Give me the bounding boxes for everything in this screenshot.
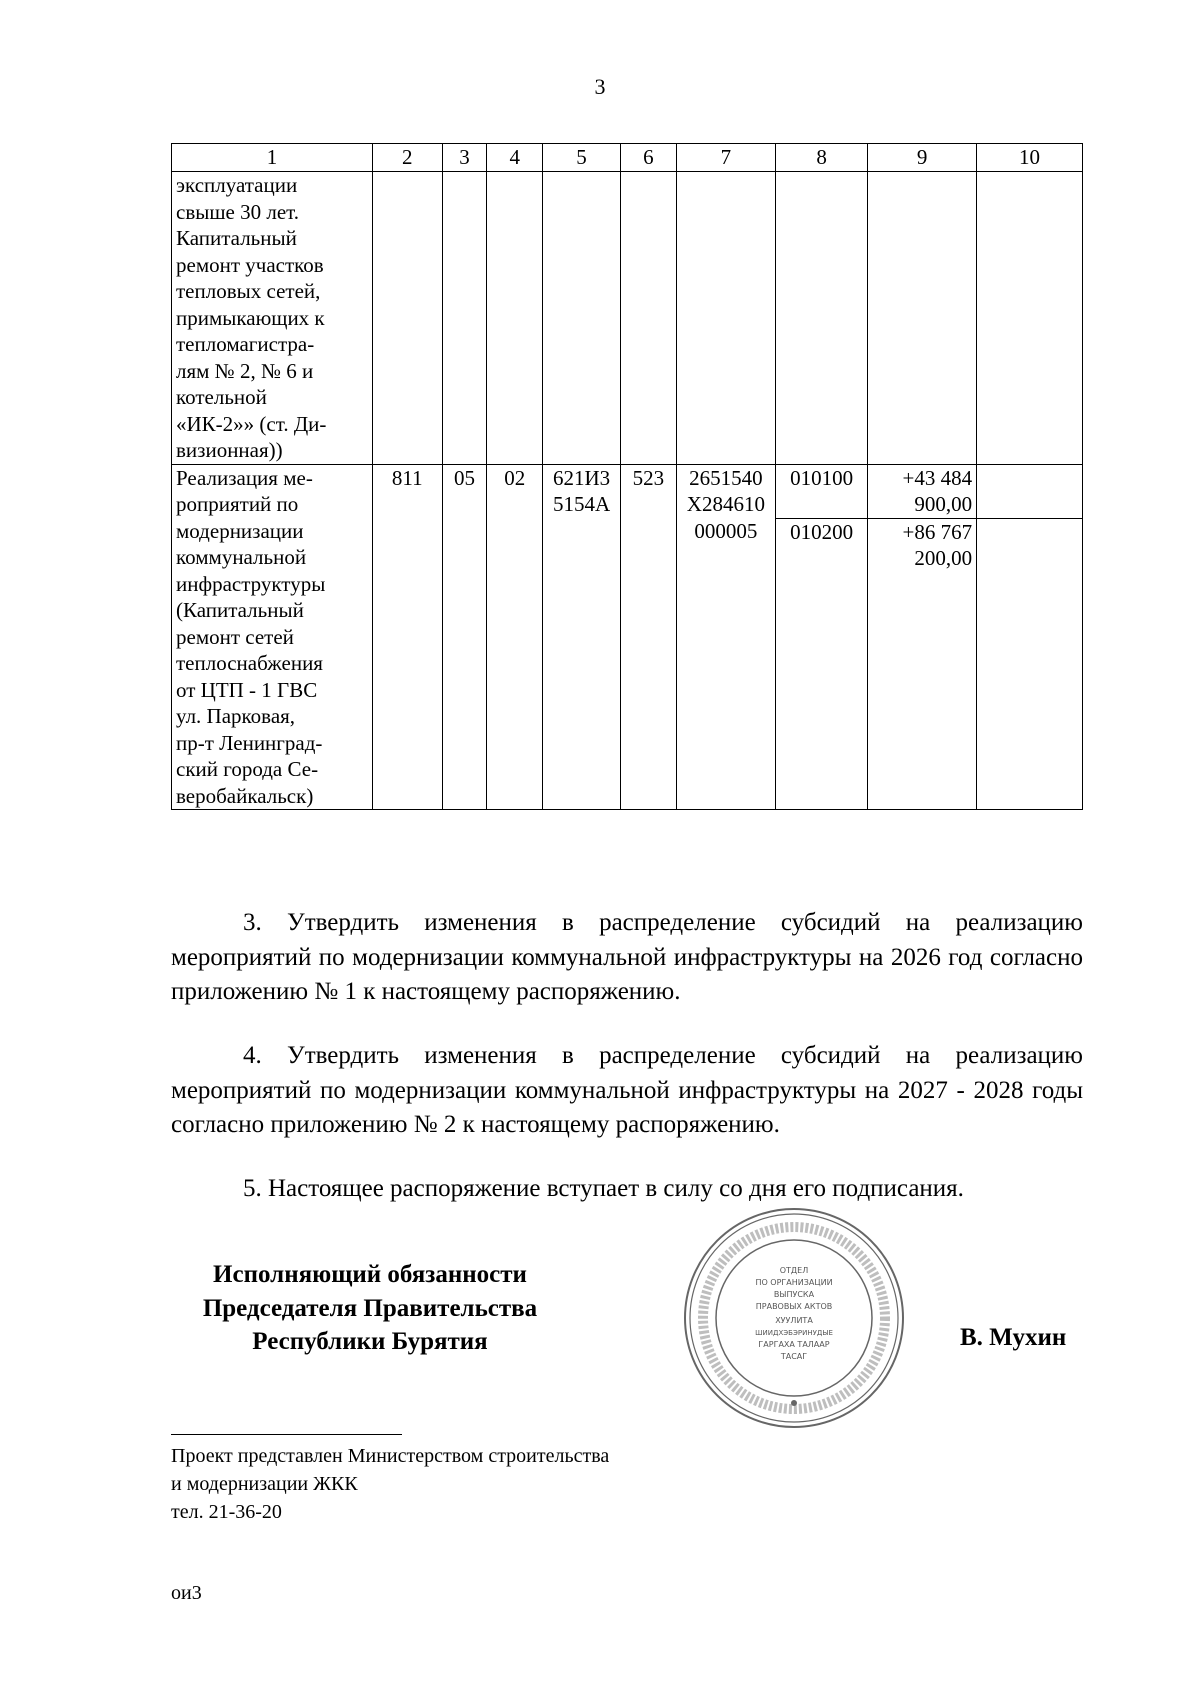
header-cell: 8 xyxy=(776,144,868,172)
code-cell: 523 xyxy=(621,464,677,810)
code-cell: 010100 xyxy=(776,464,868,518)
empty-cell xyxy=(977,464,1083,518)
footnote-divider xyxy=(171,1434,402,1435)
empty-cell xyxy=(776,172,868,465)
code-cell: 02 xyxy=(487,464,543,810)
header-cell: 1 xyxy=(172,144,373,172)
empty-cell xyxy=(621,172,677,465)
row2-description: Реализация ме- роприятий по модернизации коммунальной инфраструктуры (Капитальный ремонт сетей теплоснабжения от ЦТП - 1 ГВС ул. Парковая, пр-т Ленинград- ский города Се- веробайкальск) xyxy=(172,464,373,810)
paragraph-5: 5. Настоящее распоряжение вступает в силу со дня его подписания. xyxy=(243,1175,964,1202)
row1-description: эксплуатации свыше 30 лет. Капитальный ремонт участков тепловых сетей, примыкающих к тепломагистра- лям № 2, № 6 и котельной «ИК-2»» (ст. Ди- визионная)) xyxy=(172,172,373,465)
amount-cell: +86 767 200,00 xyxy=(868,518,977,810)
svg-text:ВЫПУСКА: ВЫПУСКА xyxy=(773,1290,815,1299)
code-cell: 2651540 X284610 000005 xyxy=(676,464,775,810)
svg-text:ХУУЛИТА: ХУУЛИТА xyxy=(775,1316,813,1325)
svg-text:ГАРГАХА ТАЛААР: ГАРГАХА ТАЛААР xyxy=(758,1340,830,1349)
header-cell: 3 xyxy=(442,144,487,172)
official-seal-stamp xyxy=(683,1207,905,1429)
code-cell: 05 xyxy=(442,464,487,810)
header-cell: 5 xyxy=(543,144,621,172)
empty-cell xyxy=(373,172,443,465)
table-row xyxy=(172,464,1083,518)
empty-cell xyxy=(977,518,1083,810)
header-cell: 7 xyxy=(676,144,775,172)
header-cell: 6 xyxy=(621,144,677,172)
empty-cell xyxy=(977,172,1083,465)
paragraph-4: 4. Утвердить изменения в распределение субсидий на реализацию мероприятий по модернизации коммунальной инфраструктуры на 2027 - 2028 годы согласно приложению № 2 к настоящему распоряжению. xyxy=(171,1042,1083,1138)
empty-cell xyxy=(442,172,487,465)
empty-cell xyxy=(543,172,621,465)
footnote: Проект представлен Министерством строительства и модернизации ЖКК тел. 21-36-20 xyxy=(171,1445,610,1523)
header-cell: 9 xyxy=(868,144,977,172)
header-cell: 2 xyxy=(373,144,443,172)
svg-text:ОТДЕЛ: ОТДЕЛ xyxy=(779,1266,809,1275)
paragraph-3: 3. Утвердить изменения в распределение субсидий на реализацию мероприятий по модернизации коммунальной инфраструктуры на 2026 год согласно приложению № 1 к настоящему распоряжению. xyxy=(171,909,1083,1005)
table-row xyxy=(172,172,1083,465)
signer-name: В. Мухин xyxy=(960,1324,1067,1351)
empty-cell xyxy=(676,172,775,465)
svg-text:ПО ОРГАНИЗАЦИИ: ПО ОРГАНИЗАЦИИ xyxy=(755,1278,833,1287)
code-cell: 811 xyxy=(373,464,443,810)
empty-cell xyxy=(868,172,977,465)
empty-cell xyxy=(487,172,543,465)
signatory-title: Исполняющий обязанности Председателя Правительства Республики Бурятия xyxy=(202,1261,538,1355)
svg-text:ШИИДХЭБЭРИНУДЫЕ: ШИИДХЭБЭРИНУДЫЕ xyxy=(755,1329,833,1337)
header-cell: 4 xyxy=(487,144,543,172)
budget-table xyxy=(171,143,1083,810)
code-cell: 010200 xyxy=(776,518,868,810)
page-number: 3 xyxy=(594,74,606,99)
svg-text:ПРАВОВЫХ АКТОВ: ПРАВОВЫХ АКТОВ xyxy=(755,1302,833,1311)
svg-text:ТАСАГ: ТАСАГ xyxy=(780,1352,808,1361)
document-code: ои3 xyxy=(171,1582,202,1604)
header-cell: 10 xyxy=(977,144,1083,172)
amount-cell: +43 484 900,00 xyxy=(868,464,977,518)
code-cell: 621И3 5154А xyxy=(543,464,621,810)
table-header-row xyxy=(172,144,1083,172)
